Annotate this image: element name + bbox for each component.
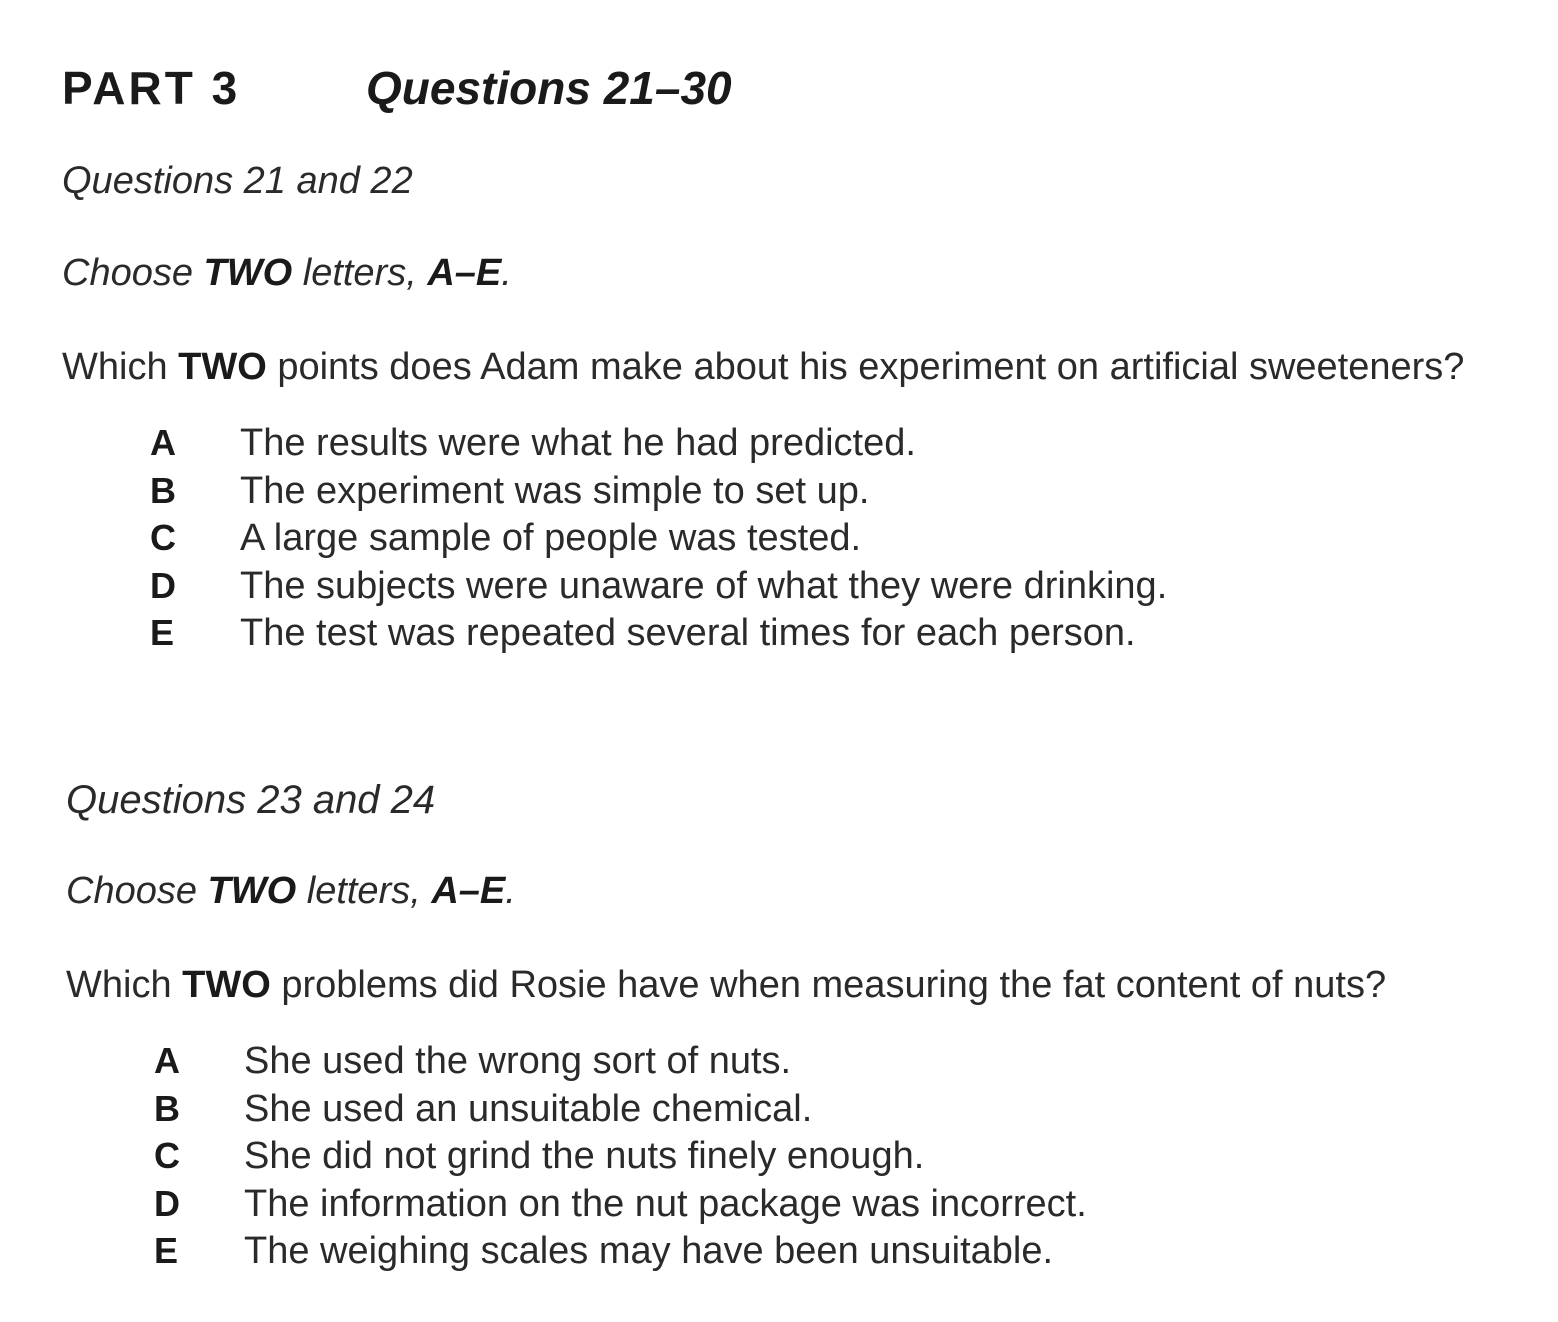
answer-option-d[interactable] <box>154 1183 1087 1231</box>
option-letter: A <box>150 422 176 463</box>
answer-option-a[interactable] <box>154 1040 1087 1088</box>
option-letter: D <box>154 1182 180 1224</box>
answer-option-e[interactable] <box>150 612 1167 660</box>
option-text: She used an unsuitable chemical. <box>244 1087 813 1130</box>
answer-option-e[interactable] <box>154 1230 1087 1278</box>
option-letter: E <box>150 612 175 653</box>
question-stem <box>62 346 1464 389</box>
answer-options <box>154 1040 1087 1278</box>
stem-count: TWO <box>178 346 267 388</box>
option-text: The experiment was simple to set up. <box>240 469 870 512</box>
option-letter: A <box>154 1040 180 1081</box>
stem-suffix: problems did Rosie have when measuring the fat content of nuts? <box>270 964 1387 1006</box>
part-header <box>62 58 732 118</box>
answer-option-d[interactable] <box>150 565 1167 613</box>
option-letter: D <box>150 564 176 606</box>
option-letter: C <box>154 1135 180 1176</box>
instruction-count: TWO <box>207 870 297 912</box>
answer-option-c[interactable] <box>150 517 1167 565</box>
instruction-range: A–E <box>427 252 502 294</box>
instruction-prefix: Choose <box>66 870 208 912</box>
option-text: She did not grind the nuts finely enough. <box>244 1135 925 1177</box>
option-text: A large sample of people was tested. <box>240 517 862 559</box>
section-instruction <box>66 870 516 913</box>
part-label: PART 3 <box>62 62 241 114</box>
section-heading: Questions 23 and 24 <box>66 778 436 822</box>
stem-count: TWO <box>182 964 271 1006</box>
option-text: The subjects were unaware of what they were drinking. <box>240 564 1168 607</box>
answer-option-b[interactable] <box>150 470 1167 518</box>
option-text: The weighing scales may have been unsuitable. <box>244 1230 1054 1272</box>
instruction-middle: letters, <box>296 870 432 912</box>
option-text: The results were what he had predicted. <box>240 422 916 464</box>
option-letter: B <box>150 469 176 511</box>
instruction-suffix: . <box>501 252 512 294</box>
section-instruction <box>62 252 512 295</box>
instruction-suffix: . <box>505 870 516 912</box>
part-questions-range: Questions 21–30 <box>366 62 732 114</box>
instruction-middle: letters, <box>292 252 428 294</box>
question-stem <box>66 964 1386 1007</box>
answer-option-c[interactable] <box>154 1135 1087 1183</box>
stem-prefix: Which <box>66 964 183 1006</box>
stem-prefix: Which <box>62 346 179 388</box>
option-text: The information on the nut package was incorrect. <box>244 1182 1087 1225</box>
option-letter: E <box>154 1230 179 1271</box>
answer-option-b[interactable] <box>154 1088 1087 1136</box>
instruction-prefix: Choose <box>62 252 204 294</box>
section-heading: Questions 21 and 22 <box>62 160 413 202</box>
stem-suffix: points does Adam make about his experiment on artificial sweeteners? <box>266 346 1465 388</box>
instruction-count: TWO <box>203 252 293 294</box>
option-letter: C <box>150 517 176 558</box>
answer-options <box>150 422 1167 660</box>
option-text: She used the wrong sort of nuts. <box>244 1040 792 1082</box>
instruction-range: A–E <box>431 870 506 912</box>
answer-option-a[interactable] <box>150 422 1167 470</box>
option-letter: B <box>154 1087 180 1129</box>
option-text: The test was repeated several times for each person. <box>240 612 1136 654</box>
